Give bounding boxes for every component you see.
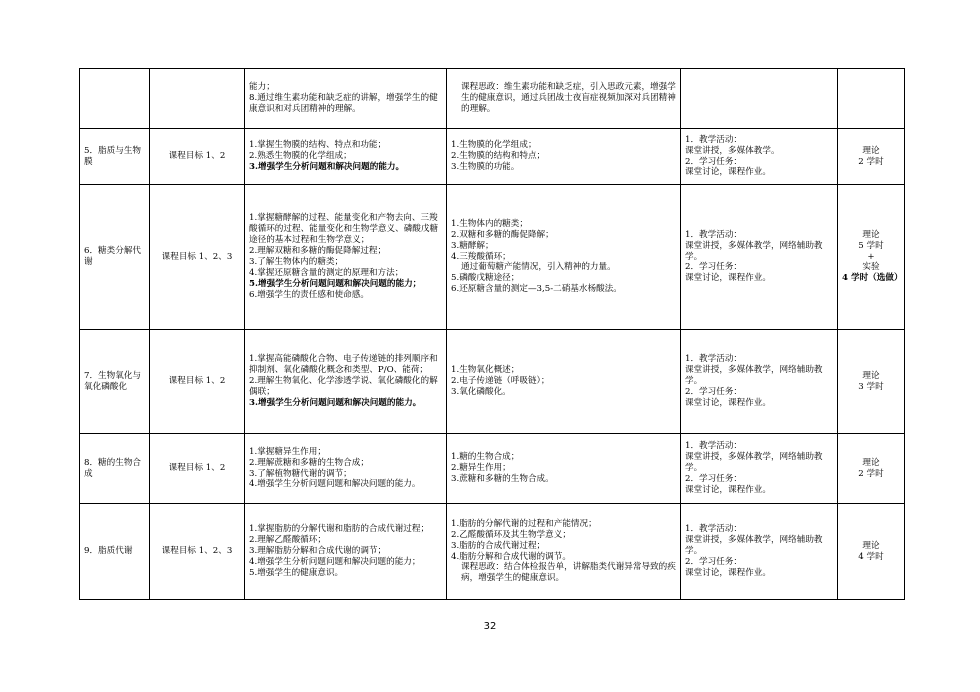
hours-item: 4 学时（选做）: [842, 273, 903, 284]
method-item: 课堂讲授，多媒体教学。: [685, 145, 780, 156]
requirement-item: 2.理解蔗糖和多糖的生物合成；: [249, 457, 369, 468]
method-item: 2．学习任务：: [685, 556, 743, 567]
requirement-item: 3.了解生物体内的糖类；: [249, 257, 344, 267]
page-number: 32: [483, 621, 497, 632]
hours-cell: [838, 185, 905, 330]
requirement-item: 2.理解生物氧化、化学渗透学说、氧化磷酸化的解偶联；: [249, 376, 438, 397]
content-item: 3.蔗糖和多糖的生物合成。: [451, 473, 554, 484]
method-item: 2．学习任务：: [685, 386, 743, 397]
goal-cell: 课程目标 1、2、3: [150, 504, 245, 600]
content-item: 3.生物膜的功能。: [451, 161, 520, 172]
methods-cell: [681, 330, 838, 434]
goal-cell: 课程目标 1、2: [150, 129, 245, 185]
requirement-item: 2.理解双糖和多糖的酶促降解过程；: [249, 246, 387, 257]
requirements-cell: [245, 129, 447, 185]
method-item: 1．教学活动：: [685, 441, 743, 452]
method-item: 1．教学活动：: [685, 229, 743, 240]
content-cell: [447, 330, 681, 434]
method-item: 课堂讨论，课程作业。: [685, 273, 771, 284]
table-row: [80, 69, 905, 129]
chapter-cell: 9．脂质代谢: [80, 504, 150, 600]
hours-item: 理论: [862, 229, 880, 240]
methods-cell: [681, 434, 838, 504]
content-item: 3.糖酵解；: [451, 240, 494, 251]
method-item: 课堂讲授，多媒体教学，网络辅助教学。: [685, 240, 823, 262]
method-item: 课堂讲授，多媒体教学，网络辅助教学。: [685, 365, 823, 387]
content-cell: [447, 185, 681, 330]
content-item: 课程思政：维生素功能和缺乏症，引入思政元素，增强学生的健康意识，通过兵团战士夜盲症视频加深对兵团精神的理解。: [461, 82, 676, 114]
requirement-item: 3.增强学生分析问题问题和解决问题的能力。: [249, 397, 422, 408]
chapter-cell: 7．生物氧化与氧化磷酸化: [80, 330, 150, 434]
content-item: 4.脂肪分解和合成代谢的调节。: [451, 551, 571, 562]
content-item: 通过葡萄糖产能情况，引入精神的力量。: [461, 262, 616, 273]
method-item: 课堂讲授，多媒体教学，网络辅助教学。: [685, 535, 823, 557]
requirement-item: 1.掌握生物膜的结构、特点和功能；: [249, 140, 387, 151]
table-row: [80, 504, 905, 600]
hours-item: 5 学时: [858, 240, 884, 251]
goal-cell: 课程目标 1、2、3: [150, 185, 245, 330]
content-item: 2.生物膜的结构和特点；: [451, 151, 546, 162]
requirement-item: 1.掌握糖异生作用；: [249, 446, 326, 457]
method-item: 1．教学活动：: [685, 354, 743, 365]
hours-cell: [838, 504, 905, 600]
requirements-cell: [245, 434, 447, 504]
requirement-item: 1.掌握糖酵解的过程、能量变化和产物去向、三羧酸循环的过程、能量变化和生物学意义、磷酸戊糖途径的基本过程和生物学意义；: [249, 213, 439, 246]
hours-item: 理论: [862, 370, 880, 381]
requirement-item: 5.增强学生的健康意识。: [249, 567, 344, 578]
content-item: 4.三羧酸循环；: [451, 251, 511, 262]
requirements-cell: [245, 185, 447, 330]
hours-cell: [838, 434, 905, 504]
chapter-cell: 5．脂质与生物膜: [80, 129, 150, 185]
method-item: 课堂讨论，课程作业。: [685, 484, 771, 495]
hours-item: 理论: [862, 457, 880, 468]
method-item: 2．学习任务：: [685, 473, 743, 484]
chapter-cell: 6．糖类分解代谢: [80, 185, 150, 330]
hours-item: 理论: [862, 540, 880, 551]
requirement-item: 2.熟悉生物膜的化学组成；: [249, 151, 352, 162]
content-item: 2.双糖和多糖的酶促降解；: [451, 229, 554, 240]
requirement-item: 3.理解脂肪分解和合成代谢的调节；: [249, 546, 387, 557]
requirements-cell: [245, 69, 447, 129]
content-cell: [447, 434, 681, 504]
requirements-cell: [245, 504, 447, 600]
goal-cell: [150, 69, 245, 129]
table-row: [80, 330, 905, 434]
hours-item: +: [867, 251, 875, 262]
course-content-table: [79, 68, 905, 600]
hours-item: 4 学时: [858, 551, 884, 562]
method-item: 1．教学活动：: [685, 134, 743, 145]
requirement-item: 3.了解植物糖代谢的调节；: [249, 468, 352, 479]
method-item: 1．教学活动：: [685, 524, 743, 535]
requirement-item: 能力；: [249, 82, 275, 93]
requirement-item: 4.增强学生分析问题问题和解决问题的能力；: [249, 556, 421, 567]
content-cell: [447, 129, 681, 185]
requirement-item: 1.掌握高能磷酸化合物、电子传递链的排列顺序和抑制剂、氧化磷酸化概念和类型、P/O、能荷；: [249, 354, 438, 376]
content-item: 3.脂肪的合成代谢过程；: [451, 540, 546, 551]
requirement-item: 4.增强学生分析问题问题和解决问题的能力。: [249, 479, 421, 490]
goal-cell: 课程目标 1、2: [150, 330, 245, 434]
method-item: 2．学习任务：: [685, 262, 743, 273]
requirement-item: 8.通过维生素功能和缺乏症的讲解，增强学生的健康意识和对兵团精神的理解。: [249, 93, 438, 114]
chapter-cell: [80, 69, 150, 129]
hours-item: 理论: [862, 145, 880, 156]
methods-cell: [681, 129, 838, 185]
content-item: 2.糖异生作用；: [451, 463, 511, 474]
content-item: 2.电子传递链（呼吸链）；: [451, 376, 550, 387]
table-row: [80, 129, 905, 185]
requirement-item: 1.掌握脂肪的分解代谢和脂肪的合成代谢过程；: [249, 524, 430, 535]
hours-cell: [838, 330, 905, 434]
content-item: 6.还原糖含量的测定—3,5-二硝基水杨酸法。: [451, 284, 622, 295]
requirement-item: 6.增强学生的责任感和使命感。: [249, 289, 369, 300]
content-item: 1.脂肪的分解代谢的过程和产能情况；: [451, 518, 597, 529]
method-item: 课堂讨论，课程作业。: [685, 567, 771, 578]
hours-item: 2 学时: [858, 468, 884, 479]
requirement-item: 3.增强学生分析问题和解决问题的能力。: [249, 161, 405, 172]
hours-cell: [838, 69, 905, 129]
content-item: 1.糖的生物合成；: [451, 452, 520, 463]
methods-cell: [681, 185, 838, 330]
content-item: 5.磷酸戊糖途径；: [451, 273, 520, 284]
table-row: [80, 185, 905, 330]
hours-item: 3 学时: [858, 381, 884, 392]
content-item: 1.生物氧化概述；: [451, 365, 520, 376]
requirement-item: 2.理解乙醛酸循环；: [249, 535, 326, 546]
requirement-item: 4.掌握还原糖含量的测定的原理和方法；: [249, 267, 404, 278]
chapter-cell: 8．糖的生物合成: [80, 434, 150, 504]
content-cell: [447, 504, 681, 600]
method-item: 课堂讨论，课程作业。: [685, 167, 771, 178]
table-row: [80, 434, 905, 504]
content-item: 课程思政：结合体检报告单，讲解脂类代谢异常导致的疾病，增强学生的健康意识。: [461, 562, 676, 584]
content-item: 1.生物体内的糖类；: [451, 218, 528, 229]
hours-item: 实验: [862, 262, 880, 273]
methods-cell: [681, 69, 838, 129]
hours-item: 2 学时: [858, 156, 884, 167]
hours-cell: [838, 129, 905, 185]
method-item: 2．学习任务：: [685, 156, 743, 167]
content-item: 2.乙醛酸循环及其生物学意义；: [451, 529, 571, 540]
content-cell: [447, 69, 681, 129]
method-item: 课堂讲授，多媒体教学，网络辅助教学。: [685, 452, 823, 474]
requirement-item: 5.增强学生分析问题问题和解决问题的能力；: [249, 278, 422, 289]
method-item: 课堂讨论，课程作业。: [685, 397, 771, 408]
requirements-cell: [245, 330, 447, 434]
content-item: 3.氧化磷酸化。: [451, 386, 511, 397]
methods-cell: [681, 504, 838, 600]
goal-cell: 课程目标 1、2: [150, 434, 245, 504]
content-item: 1.生物膜的化学组成；: [451, 140, 537, 151]
